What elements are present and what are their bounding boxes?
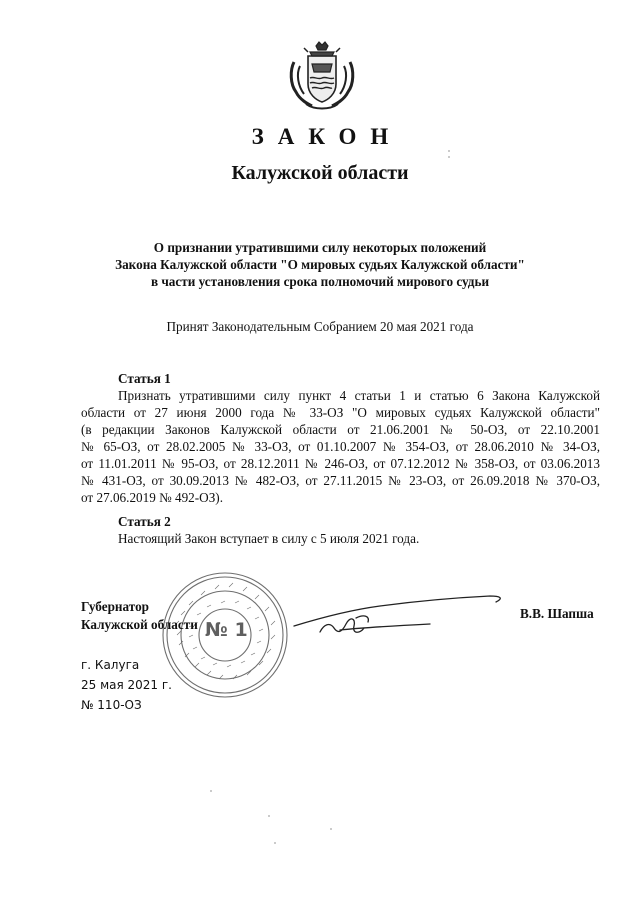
article-1-body: [81, 387, 600, 506]
article-1-line: Признать утратившими силу пункт 4 статьи 1 и статью 6 Закона Калужской: [118, 388, 600, 403]
scan-speck: [268, 815, 270, 817]
scan-speck: [210, 790, 212, 792]
subject-line-3: в части установления срока полномочий мирового судьи: [150, 274, 490, 289]
article-1-line: области от 27 июня 2000 года № 33-ОЗ "О мировых судьях Калужской области": [81, 405, 600, 420]
governor-position-line-1: Губернатор: [81, 599, 149, 614]
region-title: Калужской области: [231, 162, 409, 184]
scan-speck: [330, 828, 332, 830]
scan-speck: [448, 150, 450, 152]
article-1-title: Статья 1: [118, 371, 171, 386]
subject-line-2: Закона Калужской области "О мировых судьях Калужской области": [115, 257, 525, 272]
article-1-line: от 27.06.2019 № 492-ОЗ).: [81, 490, 223, 505]
adoption-statement: Принят Законодательным Собранием 20 мая 2021 года: [166, 319, 474, 334]
document-type-title: ЗАКОН: [251, 124, 403, 149]
governor-signature: [290, 588, 510, 643]
seal-number: № 1: [205, 619, 248, 641]
article-2-title: Статья 2: [118, 514, 171, 529]
governor-position: [81, 598, 198, 634]
footer-date: 25 мая 2021 г.: [81, 678, 172, 692]
kaluga-coat-of-arms-icon: [286, 40, 358, 112]
governor-name: В.В. Шапша: [520, 606, 594, 621]
scan-speck: [448, 156, 450, 158]
scan-speck: [274, 842, 276, 844]
article-1-line: № 65-ОЗ, от 28.02.2005 № 33-ОЗ, от 01.10.2007 № 354-ОЗ, от 28.06.2010 № 34-ОЗ,: [81, 439, 600, 454]
law-subject-heading: [60, 239, 580, 290]
article-1-line: от 11.01.2011 № 95-ОЗ, от 28.12.2011 № 246-ОЗ, от 07.12.2012 № 358-ОЗ, от 03.06.2013: [81, 456, 600, 471]
article-1-line: № 431-ОЗ, от 30.09.2013 № 482-ОЗ, от 27.11.2015 № 23-ОЗ, от 26.09.2018 № 370-ОЗ,: [81, 473, 600, 488]
footer-number: № 110-ОЗ: [81, 698, 142, 712]
article-1-line: (в редакции Законов Калужской области от 21.06.2001 № 50-ОЗ, от 22.10.2001: [81, 422, 600, 437]
governor-position-line-2: Калужской области: [81, 617, 198, 632]
document-footer: [81, 655, 172, 715]
subject-line-1: О признании утратившими силу некоторых положений: [153, 240, 487, 255]
footer-city: г. Калуга: [81, 658, 140, 672]
article-2-body: Настоящий Закон вступает в силу с 5 июля 2021 года.: [118, 531, 420, 546]
